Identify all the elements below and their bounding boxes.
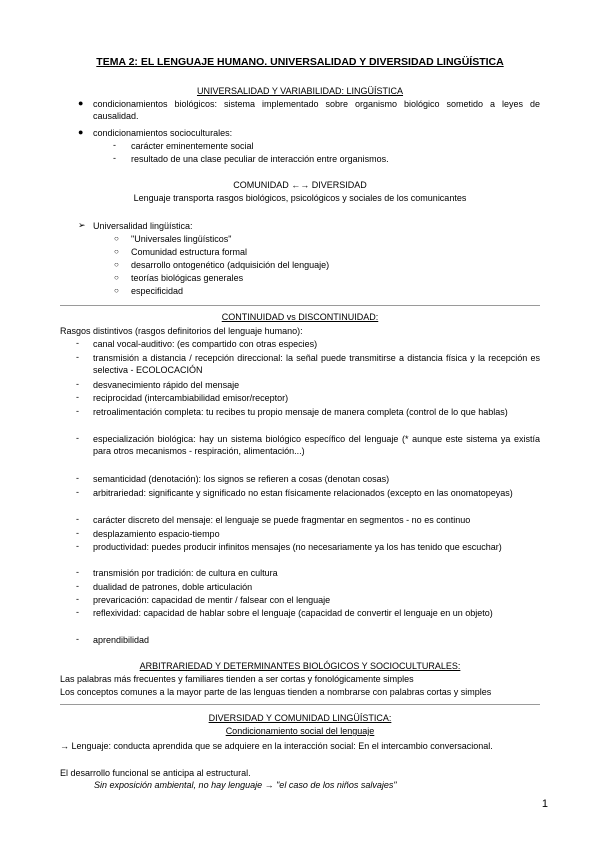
subheading-condicionamiento: Condicionamiento social del lenguaje [225,726,375,736]
bullet-icon: ● [78,98,84,108]
arbitrariedad-line-1: Las palabras más frecuentes y familiares tienden a ser cortas y fonológicamente simples [60,674,414,684]
rasgo-dualidad: dualidad de patrones, doble articulación [93,582,253,592]
circle-bullet-icon: ○ [114,234,119,243]
section-heading-diversidad: DIVERSIDAD Y COMUNIDAD LINGÜÍSTICA: [208,713,392,723]
rasgo-prevaricacion: prevaricación: capacidad de mentir / falsear con el lenguaje [93,595,331,605]
circle-bullet-icon: ○ [114,273,119,282]
dash-icon: - [76,541,79,551]
circle-bullet-icon: ○ [114,260,119,269]
sub-item-universales: "Universales lingüísticos" [131,234,232,244]
dash-icon: - [76,338,79,348]
bullet-biologicos: condicionamientos biológicos: sistema implementado sobre organismo biológico sometido a leyes de causalidad. [93,99,540,122]
rasgo-reflexividad: reflexividad: capacidad de hablar sobre el lenguaje (capacidad de convertir el lenguaje en un objeto) [93,608,493,618]
dash-icon: - [76,607,79,617]
comunidad-diversidad-heading: COMUNIDAD ←→ DIVERSIDAD [233,180,367,190]
dash-icon: - [76,567,79,577]
dash-icon: - [113,140,116,150]
rasgo-transmision: transmisión a distancia / recepción direccional: la señal puede transmitirse a distancia física y la recepción es selectiva - ECOLOCACIÓN [93,353,540,376]
dash-icon: - [76,514,79,524]
circle-bullet-icon: ○ [114,286,119,295]
rasgos-intro: Rasgos distintivos (rasgos definitorios del lenguaje humano): [60,326,303,336]
comunidad-line: Lenguaje transporta rasgos biológicos, psicológicos y sociales de los comunicantes [133,193,467,203]
dash-icon: - [76,379,79,389]
page-number: 1 [541,798,548,810]
rasgo-aprendibilidad: aprendibilidad [93,635,150,645]
dash-icon: - [76,392,79,402]
divider [60,704,540,705]
rasgo-canal: canal vocal-auditivo: (es compartido con otras especies) [93,339,318,349]
sub-item-interaccion: resultado de una clase peculiar de interacción entre organismos. [131,154,389,164]
document-title: TEMA 2: EL LENGUAJE HUMANO. UNIVERSALIDAD Y DIVERSIDAD LINGÜÍSTICA [96,56,504,68]
desarrollo-line: El desarrollo funcional se anticipa al estructural. [60,768,251,778]
rasgo-discreto: carácter discreto del mensaje: el lenguaje se puede fragmentar en segmentos - no es continuo [93,515,471,525]
rasgo-desplazamiento: desplazamiento espacio-tiempo [93,529,220,539]
rasgo-semanticidad: semanticidad (denotación): los signos se refieren a cosas (denotan cosas) [93,474,390,484]
rasgo-arbitrariedad: arbitrariedad: significante y significado no estan físicamente relacionados (excepto en las onomatopeyas) [93,488,513,498]
arbitrariedad-line-2: Los conceptos comunes a la mayor parte de las lenguas tienden a nombrarse con palabras cortas y simples [60,687,492,697]
sub-item-social: carácter eminentemente social [131,141,254,151]
section-heading-universalidad: UNIVERSALIDAD Y VARIABILIDAD: LINGÜÍSTICA [196,86,404,96]
dash-icon: - [76,406,79,416]
arrow-bullet-icon: ➢ [78,220,86,230]
dash-icon: - [76,528,79,538]
sub-item-estructura: Comunidad estructura formal [131,247,248,257]
section-heading-continuidad: CONTINUIDAD vs DISCONTINUIDAD: [221,312,379,322]
rasgo-tradicion: transmisión por tradición: de cultura en cultura [93,568,278,578]
rasgo-especializacion: especialización biológica: hay un sistema biológico específico del lenguaje (* aunque este sistema ya existía para otros mecanismos - respiración, alimentación...) [93,434,540,457]
dash-icon: - [76,594,79,604]
sub-item-teorias: teorías biológicas generales [131,273,244,283]
sub-item-especificidad: especificidad [131,286,184,296]
rasgo-desvanecimiento: desvanecimiento rápido del mensaje [93,380,240,390]
bullet-icon: ● [78,127,84,137]
dash-icon: - [76,352,79,362]
section-heading-arbitrariedad: ARBITRARIEDAD Y DETERMINANTES BIOLÓGICOS Y SOCIOCULTURALES: [139,661,461,671]
sub-item-ontogenetico: desarrollo ontogenético (adquisición del lenguaje) [131,260,330,270]
dash-icon: - [76,581,79,591]
dash-icon: - [76,487,79,497]
divider [60,305,540,306]
exposicion-line: Sin exposición ambiental, no hay lenguaje → "el caso de los niños salvajes" [94,780,397,790]
bullet-socioculturales: condicionamientos socioculturales: [93,128,233,138]
dash-icon: - [76,473,79,483]
rasgo-reciprocidad: reciprocidad (intercambiabilidad emisor/receptor) [93,393,289,403]
dash-icon: - [113,153,116,163]
lenguaje-paragraph: → Lenguaje: conducta aprendida que se adquiere en la interacción social: En el intercambio conversacional. [60,741,493,751]
circle-bullet-icon: ○ [114,247,119,256]
dash-icon: - [76,433,79,443]
universalidad-item: Universalidad lingüística: [93,221,193,231]
rasgo-productividad: productividad: puedes producir infinitos mensajes (no necesariamente ya los has tenido que escuchar) [93,542,502,552]
dash-icon: - [76,634,79,644]
rasgo-retroalimentacion: retroalimentación completa: tu recibes tu propio mensaje de manera completa (control de lo que hablas) [93,407,508,417]
